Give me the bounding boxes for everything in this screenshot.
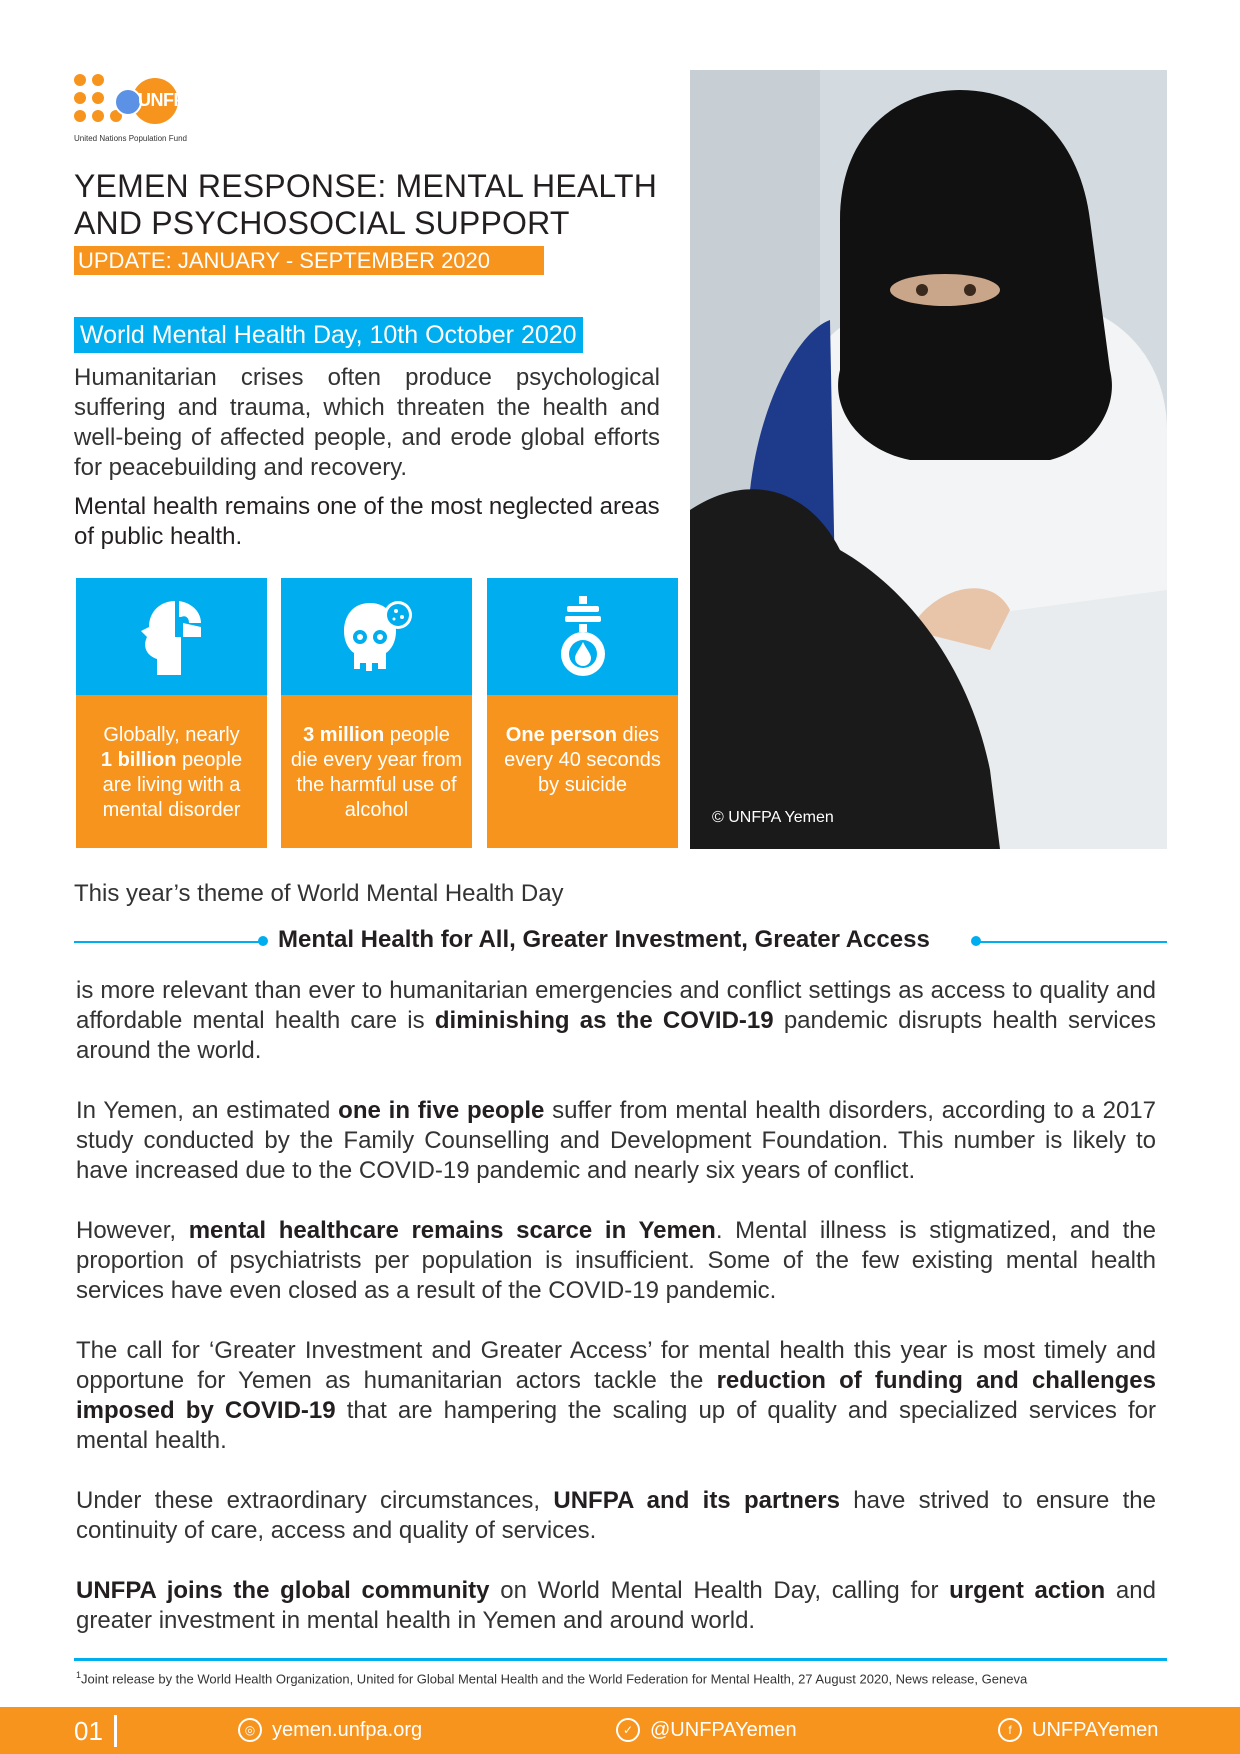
globe-icon: ◎ [238,1718,262,1742]
stat-card-icon-area [281,578,472,695]
update-banner: UPDATE: JANUARY - SEPTEMBER 2020 [74,246,544,275]
footer-twitter-link[interactable]: ✓ @UNFPAYemen [616,1718,797,1742]
page-number-divider [114,1715,117,1747]
stat-card-2 [281,578,472,848]
photo-health-worker [690,70,1167,849]
intro-emphasis: Mental health remains one of the most neglected areas of public health. [74,493,660,550]
unfpa-logo [74,74,234,144]
intro-paragraph: Humanitarian crises often produce psychological suffering and trauma, which threaten the health and well-being of affected people, and erode global efforts for peacebuilding and recovery. [74,364,660,481]
stat-card-3 [487,578,678,848]
body-paragraph-5: Under these extraordinary circumstances, UNFPA and its partners have strived to ensure the continuity of care, access and quality of services. [76,1487,1156,1544]
body-paragraph-2: In Yemen, an estimated one in five people suffer from mental health disorders, according to a 2017 study conducted by the Family Counselling and Development Foundation. This number is likely to have increased due to the COVID-19 pandemic and nearly six years of conflict. [76,1097,1157,1184]
logo-text: UNFPA [138,90,197,110]
logo-subtitle: United Nations Population Fund [74,134,187,143]
photo-credit: © UNFPA Yemen [712,809,834,826]
theme-label: Mental Health for All, Greater Investment, Greater Access [278,926,930,953]
title-line-1: YEMEN RESPONSE: MENTAL HEALTH [74,168,658,204]
footer-website-link[interactable]: ◎ yemen.unfpa.org [238,1718,422,1742]
footnote: $^1$Joint release by the World Health Organization, United for Global Mental Health and the World Federation for Mental Health, 27 August 2020, News release, Geneva [76,1670,1028,1687]
theme-intro: This year’s theme of World Mental Health Day [74,880,564,907]
section-banner: World Mental Health Day, 10th October 2020 [74,317,583,353]
body-paragraph-4: The call for ‘Greater Investment and Greater Access’ for mental health this year is most timely and opportune for Yemen as humanitarian actors tackle the reduction of funding and challenges imposed by COVID-19 that are hampering the scaling up of quality and specialized services for mental health. [76,1337,1156,1454]
body-paragraph-1: is more relevant than ever to humanitarian emergencies and conflict settings as access to quality and affordable mental health care is diminishing as the COVID-19 pandemic disrupts health services around the world. [76,977,1156,1064]
theme-divider [74,926,1167,956]
title-line-2: AND PSYCHOSOCIAL SUPPORT [74,205,570,241]
stat-card-text: One person dies every 40 seconds by suicide [487,695,678,848]
page-number: 01 [74,1716,103,1746]
skull-icon [340,597,414,677]
body-paragraph-3: However, mental healthcare remains scarce in Yemen. Mental illness is stigmatized, and the proportion of psychiatrists per population is insufficient. Some of the few existing mental health services have even closed as a result of the COVID-19 pandemic. [76,1217,1156,1304]
facebook-icon: f [998,1718,1022,1742]
photo-illustration [690,70,1167,849]
footer-facebook-link[interactable]: f UNFPAYemen [998,1718,1158,1742]
page-footer [0,1707,1240,1754]
page-title [74,168,674,242]
stat-card-1 [76,578,267,848]
stat-card-icon-area [76,578,267,695]
twitter-icon: ✓ [616,1718,640,1742]
stat-card-icon-area [487,578,678,695]
theme-dot-left [258,936,268,946]
stat-card-text: 3 million people die every year from the harmful use of alcohol [281,695,472,848]
body-paragraph-6: UNFPA joins the global community on World Mental Health Day, calling for urgent action and greater investment in mental health in Yemen and around world. [76,1577,1156,1634]
stat-card-text: Globally, nearly 1 billion people are living with a mental disorder [76,695,267,848]
theme-rule-right [979,941,1167,943]
theme-rule-left [74,941,260,943]
head-puzzle-icon [137,597,207,677]
footnote-divider [74,1658,1167,1661]
rope-drop-icon [555,596,611,678]
